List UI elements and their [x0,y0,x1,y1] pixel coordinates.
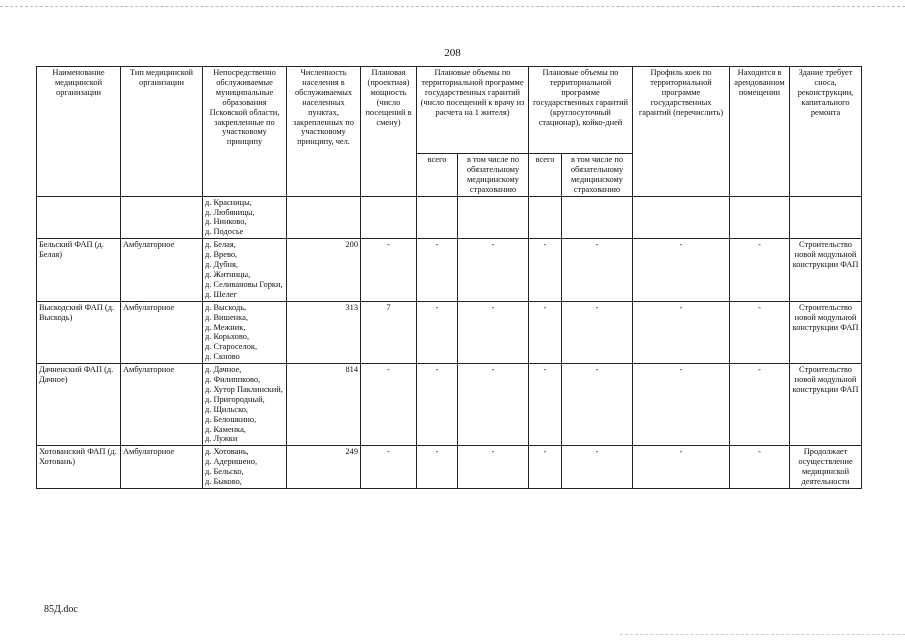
table-row [37,239,862,301]
table-row [37,301,862,363]
cell-org-type: Амбулаторное [121,239,203,301]
village-item: д. Каменка, [205,424,246,434]
cell-villages [203,239,287,301]
header-beds-profile: Профиль коек по территориальной программе государственных гарантий (перечислить) [633,67,730,197]
village-item: д. Корьхово, [205,332,250,342]
header-inpatient-total: всего [529,154,562,197]
village-item: д. Филиппково, [205,375,261,385]
cell-capacity: 7 [361,301,417,363]
cell-population: 814 [287,364,361,446]
cell-inpatient-total: - [529,446,562,489]
header-volume-outpatient: Плановые объемы по территориальной программе государственных гарантий (число посещений к врачу из расчета на 1 жителя) [417,67,529,154]
cell-rented: - [730,301,790,363]
cell-beds-profile: - [633,301,730,363]
cell-empty [529,196,562,239]
medical-organizations-table [36,66,862,489]
village-item: д. Староселок, [205,342,258,352]
cell-inpatient-total: - [529,239,562,301]
cell-building: Строительство новой модульной конструкции ФАП [790,239,862,301]
village-item: д. Бельско, [205,467,244,477]
cell-org-name: Выскодский ФАП (д. Выскодь) [37,301,121,363]
header-capacity: Плановая (проектная) мощность (число посещений в смену) [361,67,417,197]
table-row [37,364,862,446]
cell-outpatient-oms: - [458,301,529,363]
table-row-continuation [37,196,862,239]
cell-capacity: - [361,446,417,489]
cell-outpatient-oms: - [458,446,529,489]
village-item: д. Шелег [205,289,237,299]
cell-empty [417,196,458,239]
cell-inpatient-oms: - [562,239,633,301]
cell-population: 313 [287,301,361,363]
cell-empty [37,196,121,239]
cell-population: 200 [287,239,361,301]
cell-empty [562,196,633,239]
village-item: д. Межник, [205,322,246,332]
cell-empty [633,196,730,239]
village-item: д. Белошкино, [205,414,257,424]
document-filename: 85Д.doc [44,604,78,615]
header-outpatient-oms: в том числе по обязательному медицинскому страхованию [458,154,529,197]
cell-outpatient-oms: - [458,239,529,301]
cell-rented: - [730,364,790,446]
header-rented: Находится в арендованном помещении [730,67,790,197]
village-item: д. Врево, [205,250,238,260]
cell-org-type: Амбулаторное [121,364,203,446]
village-item: д. Селивановы Горки, [205,279,283,289]
cell-inpatient-oms: - [562,446,633,489]
cell-org-type: Амбулаторное [121,301,203,363]
cell-beds-profile: - [633,239,730,301]
cell-outpatient-total: - [417,446,458,489]
cell-building: Строительство новой модульной конструкции ФАП [790,364,862,446]
cell-outpatient-oms: - [458,364,529,446]
village-item: д. Быково, [205,477,242,487]
page-number: 208 [444,47,461,59]
header-type: Тип медицинской организации [121,67,203,197]
scan-edge-bottom [620,634,905,635]
table-row [37,446,862,489]
village-item: д. Любяницы, [205,207,255,217]
cell-empty [361,196,417,239]
header-inpatient-oms: в том числе по обязательному медицинскому страхованию [562,154,633,197]
village-item: д. Подосье [205,227,244,237]
header-outpatient-total: всего [417,154,458,197]
cell-inpatient-oms: - [562,301,633,363]
village-item: д. Дубня, [205,260,238,270]
cell-outpatient-total: - [417,301,458,363]
table-body [37,196,862,488]
cell-org-name: Хотованский ФАП (д. Хотовань) [37,446,121,489]
cell-villages [203,301,287,363]
village-item: д. Житницы, [205,269,251,279]
village-item: д. Пригородный, [205,394,265,404]
village-item: д. Вишенка, [205,312,248,322]
cell-inpatient-total: - [529,364,562,446]
village-item: д. Выскодь, [205,302,247,312]
cell-empty [790,196,862,239]
cell-villages [203,446,287,489]
cell-empty [121,196,203,239]
cell-beds-profile: - [633,446,730,489]
cell-outpatient-total: - [417,239,458,301]
village-item: д. Щильско, [205,404,249,414]
cell-inpatient-oms: - [562,364,633,446]
village-item: д. Красницы, [205,197,252,207]
cell-population: 249 [287,446,361,489]
header-building: Здание требует сноса, реконструкции, капитального ремонта [790,67,862,197]
cell-org-name: Бельский ФАП (д. Белая) [37,239,121,301]
cell-building: Строительство новой модульной конструкции ФАП [790,301,862,363]
cell-capacity: - [361,364,417,446]
village-item: д. Адеришено, [205,457,258,467]
cell-building: Продолжает осуществление медицинской деятельности [790,446,862,489]
cell-empty [287,196,361,239]
cell-villages [203,364,287,446]
cell-org-type: Амбулаторное [121,446,203,489]
village-item: д. Хутор Паклинский, [205,384,283,394]
table-header [37,67,862,197]
cell-org-name: Дачненский ФАП (д. Дачное) [37,364,121,446]
village-item: д. Белая, [205,240,236,250]
cell-empty [730,196,790,239]
village-item: д. Нинково, [205,217,247,227]
village-item: д. Скново [205,352,240,362]
header-volume-inpatient: Плановые объемы по территориальной программе государственных гарантий (круглосуточный стационар), койко-дней [529,67,633,154]
cell-empty [458,196,529,239]
cell-villages [203,196,287,239]
scan-edge-top [0,6,905,7]
header-name: Наименование медицинской организации [37,67,121,197]
cell-rented: - [730,446,790,489]
village-item: д. Хотовань, [205,447,249,457]
cell-outpatient-total: - [417,364,458,446]
cell-inpatient-total: - [529,301,562,363]
village-item: д. Дачное, [205,365,242,375]
cell-rented: - [730,239,790,301]
cell-capacity: - [361,239,417,301]
header-population: Численность населения в обслуживаемых населенных пунктах, закрепленных по участковому принципу, чел. [287,67,361,197]
header-municipal: Непосредственно обслуживаемые муниципальные образования Псковской области, закрепленные по участковому принципу [203,67,287,197]
cell-beds-profile: - [633,364,730,446]
village-item: д. Лужки [205,434,238,444]
